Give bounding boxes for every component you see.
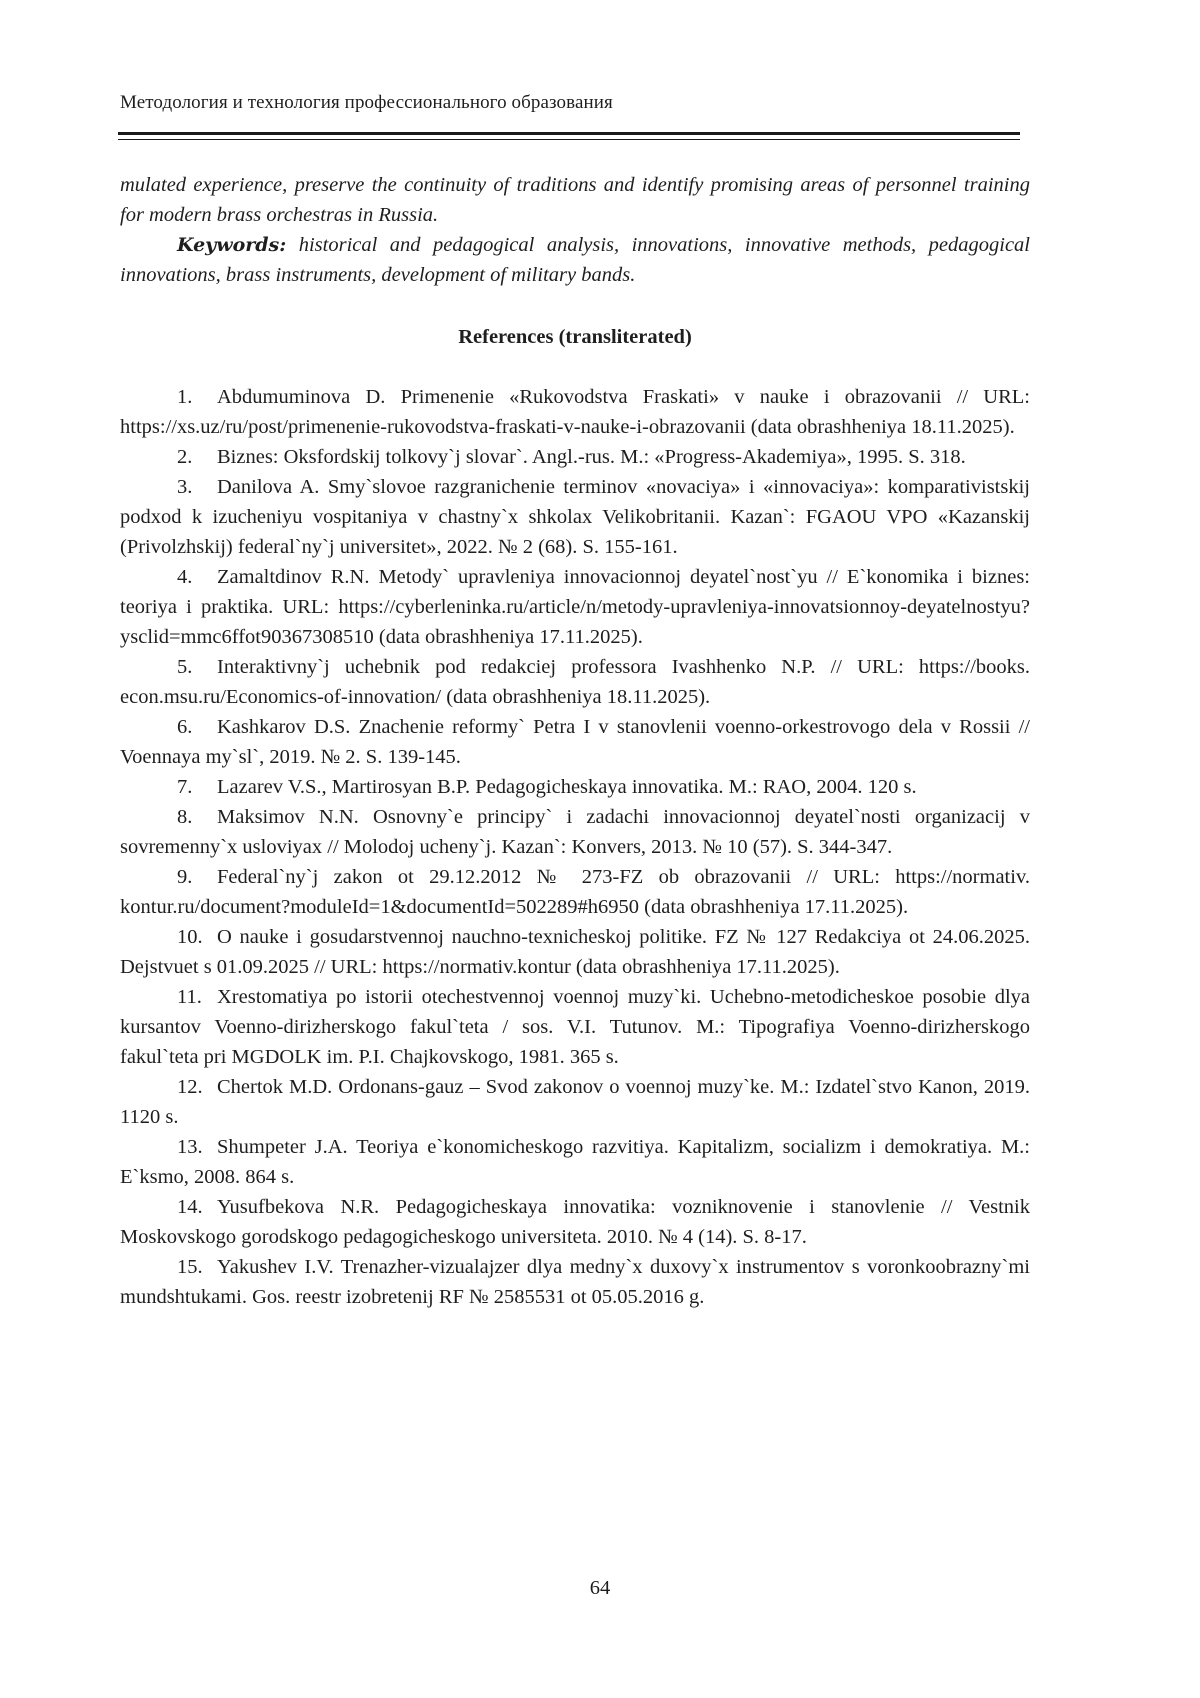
reference-number: 3. (177, 476, 193, 498)
reference-text: Abdumuminova D. Primenenie «Rukovodstva Fraskati» v nauke i obrazovanii // URL: https://xs.uz/ru/post/primenenie-rukovodstva-fraskati-v-nauke-i-obrazovanii (data obrashheniya 18.11.2025). (120, 386, 1030, 438)
reference-text: Biznes: Oksfordskij tolkovy`j slovar`. Angl.-rus. M.: «Progress-Akademiya», 1995. S. 318. (217, 446, 966, 468)
reference-text: Yakushev I.V. Trenazher-vizualajzer dlya medny`x duxovy`x instrumentov s voronkoobrazny`mi mundshtukami. Gos. reestr izobretenij RF № 2585531 ot 05.05.2016 g. (120, 1256, 1030, 1308)
page-number: 64 (589, 1577, 611, 1599)
reference-text: Chertok M.D. Ordonans-gauz – Svod zakonov o voennoj muzy`ke. M.: Izdatel`stvo Kanon, 2019. 1120 s. (120, 1076, 1030, 1128)
reference-number: 11. (177, 986, 202, 1008)
reference-text: Danilova A. Smy`slovoe razgranichenie terminov «novaciya» i «innovaciya»: komparativistskij podxod k izucheniyu vospitaniya v chastny`x shkolax Velikobritanii. Kazan`: FGAOU VPO «Kazanskij (Privolzhskij) federal`ny`j universitet», 2022. № 2 (68). S. 155-161. (120, 476, 1030, 558)
reference-number: 1. (177, 386, 193, 408)
reference-text: Xrestomatiya po istorii otechestvennoj voennoj muzy`ki. Uchebno-metodicheskoe posobie dlya kursantov Voenno-dirizherskogo fakul`teta / sos. V.I. Tutunov. M.: Tipografiya Voenno-dirizherskogo fakul`teta pri MGDOLK im. P.I. Chajkovskogo, 1981. 365 s. (120, 986, 1030, 1068)
reference-number: 14. (177, 1196, 203, 1218)
reference-item-7 (120, 772, 1030, 802)
reference-number: 2. (177, 446, 193, 468)
reference-item-15 (120, 1252, 1030, 1312)
running-header-title: Методология и технология профессионального образования (120, 92, 613, 113)
reference-text: Yusufbekova N.R. Pedagogicheskaya innovatika: vozniknovenie i stanovlenie // Vestnik Moskovskogo gorodskogo pedagogicheskogo universiteta. 2010. № 4 (14). S. 8-17. (120, 1196, 1030, 1248)
reference-text: Lazarev V.S., Martirosyan B.P. Pedagogicheskaya innovatika. M.: RAO, 2004. 120 s. (217, 776, 917, 798)
reference-number: 8. (177, 806, 193, 828)
reference-item-4 (120, 562, 1030, 652)
references-heading: References (transliterated) (458, 326, 692, 348)
reference-item-13 (120, 1132, 1030, 1192)
reference-text: Maksimov N.N. Osnovny`e principy` i zadachi innovacionnoj deyatel`nosti organizacij v sovremenny`x usloviyax // Molodoj ucheny`j. Kazan`: Konvers, 2013. № 10 (57). S. 344-347. (120, 806, 1030, 858)
reference-item-5 (120, 652, 1030, 712)
reference-item-11 (120, 982, 1030, 1072)
reference-number: 13. (177, 1136, 203, 1158)
page-content (120, 170, 1030, 1312)
keywords-paragraph (120, 230, 1030, 290)
header-rule-thin (118, 139, 1020, 140)
reference-item-9 (120, 862, 1030, 922)
reference-text: Kashkarov D.S. Znachenie reformy` Petra I v stanovlenii voenno-orkestrovogo dela v Rossii // Voennaya my`sl`, 2019. № 2. S. 139-145. (120, 716, 1030, 768)
reference-text: O nauke i gosudarstvennoj nauchno-texnicheskoj politike. FZ № 127 Redakciya ot 24.06.2025. Dejstvuet s 01.09.2025 // URL: https://normativ.kontur (data obrashheniya 17.11.2025). (120, 926, 1030, 978)
reference-number: 12. (177, 1076, 203, 1098)
reference-number: 15. (177, 1256, 203, 1278)
reference-number: 10. (177, 926, 203, 948)
reference-item-6 (120, 712, 1030, 772)
reference-item-1 (120, 382, 1030, 442)
reference-item-2 (120, 442, 1030, 472)
reference-number: 9. (177, 866, 193, 888)
keywords-text: historical and pedagogical analysis, innovations, innovative methods, pedagogical innovations, brass instruments, development of military bands. (120, 234, 1030, 286)
reference-number: 5. (177, 656, 193, 678)
keywords-label: Keywords: (177, 234, 287, 256)
reference-item-12 (120, 1072, 1030, 1132)
header-rule-thick (118, 132, 1020, 135)
references-list (120, 382, 1030, 1312)
reference-item-3 (120, 472, 1030, 562)
reference-item-14 (120, 1192, 1030, 1252)
reference-item-10 (120, 922, 1030, 982)
reference-text: Shumpeter J.A. Teoriya e`konomicheskogo razvitiya. Kapitalizm, socializm i demokratiya. M.: E`ksmo, 2008. 864 s. (120, 1136, 1030, 1188)
reference-text: Interaktivny`j uchebnik pod redakciej professora Ivashhenko N.P. // URL: https://books. econ.msu.ru/Economics-of-innovation/ (data obrashheniya 18.11.2025). (120, 656, 1030, 708)
reference-item-8 (120, 802, 1030, 862)
reference-number: 7. (177, 776, 193, 798)
reference-text: Federal`ny`j zakon ot 29.12.2012 № 273-FZ ob obrazovanii // URL: https://normativ. kontur.ru/document?moduleId=1&documentId=502289#h6950 (data obrashheniya 17.11.2025). (120, 866, 1030, 918)
reference-text: Zamaltdinov R.N. Metody` upravleniya innovacionnoj deyatel`nost`yu // E`konomika i biznes: teoriya i praktika. URL: https://cyberleninka.ru/article/n/metody-upravleniya-innovatsionnoy-deyatelnostyu?ysclid=mmc6ffot90367308510 (data obrashheniya 17.11.2025). (120, 566, 1030, 648)
reference-number: 6. (177, 716, 193, 738)
abstract-tail: mulated experience, preserve the continuity of traditions and identify promising areas of personnel training for modern brass orchestras in Russia. (120, 174, 1030, 226)
reference-number: 4. (177, 566, 193, 588)
